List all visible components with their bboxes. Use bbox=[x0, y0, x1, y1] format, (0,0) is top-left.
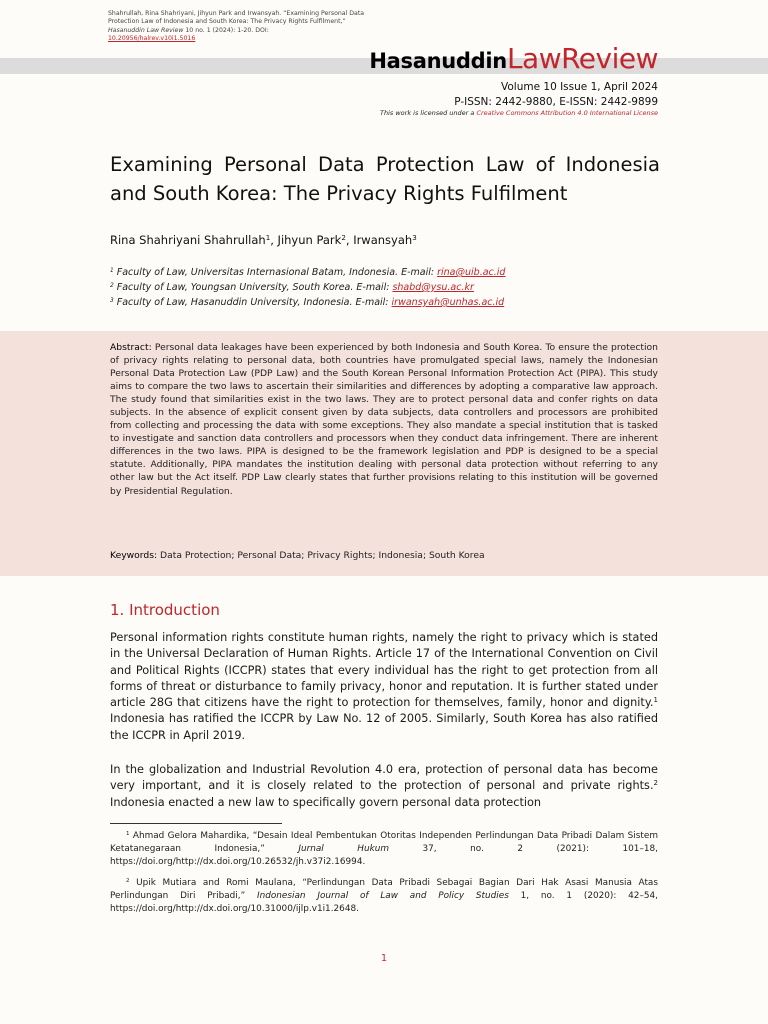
author-separator: , bbox=[345, 233, 354, 247]
volume-issue: Volume 10 Issue 1, April 2024 bbox=[501, 81, 658, 93]
article-title: Examining Personal Data Protection Law of Indonesia and South Korea: The Privacy Rights Fulfilment bbox=[110, 153, 660, 205]
journal-logo-light: LawReview bbox=[506, 42, 658, 75]
paragraph-text: Indonesia enacted a new law to specifically govern personal data protection bbox=[110, 795, 542, 809]
author-sup: 3 bbox=[412, 233, 417, 243]
author-sup: 2 bbox=[341, 233, 346, 243]
page-number: 1 bbox=[380, 953, 388, 964]
keywords-text: Data Protection; Personal Data; Privacy Rights; Indonesia; South Korea bbox=[157, 550, 485, 561]
paragraph-text: Indonesia has ratified the ICCPR by Law No. 12 of 2005. Similarly, South Korea has also ratified the ICCPR in April 2019. bbox=[110, 712, 658, 742]
journal-logo bbox=[369, 42, 658, 75]
affiliation-email-link[interactable]: irwansyah@unhas.ac.id bbox=[391, 297, 505, 308]
body-paragraph bbox=[110, 762, 658, 811]
footnote-ref[interactable]: 1 bbox=[653, 696, 658, 705]
footnote-journal: Jurnal Hukum bbox=[298, 844, 389, 855]
footnote-ref[interactable]: 2 bbox=[653, 779, 658, 788]
citation-details: 10 no. 1 (2024): 1-20. DOI: bbox=[183, 26, 269, 34]
footnote bbox=[110, 877, 658, 916]
citation-doi-link[interactable]: 10.20956/halrev.v10i1.5016 bbox=[108, 35, 196, 43]
affiliation-text: Faculty of Law, Universitas Internasional Batam, Indonesia. E-mail: bbox=[113, 267, 438, 278]
footnote-text: 1, no. 1 (2020): 42–54, https://doi.org/http://dx.doi.org/10.31000/ijlp.v1i1.2648. bbox=[110, 891, 659, 915]
abstract-text: Personal data leakages have been experienced by both Indonesia and South Korea. To ensure the protection of privacy rights relating to personal data, both countries have promulgated special laws, namely the Indonesian Personal Data Protection Law (PDP Law) and the South Korean Personal Information Protection Act (PIPA). This study aims to compare the two laws to ascertain their similarities and differences by adopting a comparative law approach. The study found that similarities exist in the two laws. They are to protect personal data and confer rights on data subjects. In the absence of explicit consent given by data subjects, data controllers and processors are prohibited from collecting and processing the data with some exceptions. They also mandate a special institution that is tasked to investigate and sanction data controllers and processors when they conduct data infringement. There are inherent differences in the two laws. PIPA is designed to be the framework legislation and PDP is designed to be a special statute. Additionally, PIPA mandates the institution dealing with personal data protection without referring to any other law but the Act itself. PDP Law clearly states that further provisions relating to this institution will be governed by Presidential Regulation. bbox=[110, 342, 658, 497]
license-note bbox=[380, 109, 658, 117]
footnote bbox=[110, 830, 658, 869]
author-name: Rina Shahriyani Shahrullah bbox=[110, 233, 266, 247]
paragraph-text: In the globalization and Industrial Revolution 4.0 era, protection of personal data has become very important, and it is closely related to the protection of personal and private rights. bbox=[110, 763, 658, 793]
affiliation-email-link[interactable]: rina@uib.ac.id bbox=[437, 267, 506, 278]
abstract-label: Abstract: bbox=[110, 342, 152, 353]
paragraph-text: Personal information rights constitute human rights, namely the right to privacy which is stated in the Universal Declaration of Human Rights. Article 17 of the International Convention on Civil and Political Rights (ICCPR) states that every individual has the right to get protection from all forms of threat or disturbance to family privacy, honor and reputation. It is further stated under article 28G that citizens have the right to protection for themselves, family, honor and dignity. bbox=[110, 631, 658, 710]
footnote-journal: Indonesian Journal of Law and Policy Studies bbox=[257, 891, 509, 902]
issn: P-ISSN: 2442-9880, E-ISSN: 2442-9899 bbox=[454, 95, 658, 108]
author-sup: 1 bbox=[265, 233, 271, 243]
citation-block bbox=[108, 10, 370, 44]
volume-info bbox=[454, 80, 658, 109]
affiliation-sup: 2 bbox=[110, 282, 114, 289]
affiliation-item bbox=[110, 280, 505, 295]
author-name: Jihyun Park bbox=[277, 233, 342, 247]
citation-journal: Hasanuddin Law Review bbox=[108, 26, 184, 34]
section-heading: 1. Introduction bbox=[110, 601, 220, 619]
journal-logo-bold: Hasanuddin bbox=[369, 49, 507, 73]
affiliation-text: Faculty of Law, Hasanuddin University, Indonesia. E-mail: bbox=[113, 297, 392, 308]
keywords bbox=[110, 550, 485, 561]
license-text: This work is licensed under a bbox=[380, 109, 477, 117]
author-name: Irwansyah bbox=[353, 233, 413, 247]
footnote-text: Upik Mutiara and Romi Maulana, “Perlindungan Data Pribadi Sebagai Bagian Dari Hak Asasi Manusia Atas Perlindungan Diri Pribadi,” bbox=[110, 878, 658, 902]
footnote-text: Ahmad Gelora Mahardika, “Desain Ideal Pembentukan Otoritas Independen Perlindungan Data Pribadi Dalam Sistem Ketatanegaraan Indonesia,” bbox=[110, 831, 658, 855]
footnote-divider bbox=[110, 823, 282, 824]
abstract bbox=[110, 341, 658, 498]
keywords-label: Keywords: bbox=[110, 550, 158, 561]
affiliation-item bbox=[110, 295, 505, 310]
author-separator: , bbox=[270, 233, 278, 247]
affiliation-email-link[interactable]: shabd@ysu.ac.kr bbox=[392, 282, 474, 293]
affiliation-text: Faculty of Law, Youngsan University, South Korea. E-mail: bbox=[113, 282, 393, 293]
affiliation-sup: 1 bbox=[110, 267, 114, 274]
body-paragraph bbox=[110, 630, 658, 744]
footnote-sup: 2 bbox=[126, 877, 130, 884]
affiliation-sup: 3 bbox=[110, 297, 114, 304]
author-list bbox=[110, 233, 417, 247]
footnote-sup: 1 bbox=[126, 830, 130, 837]
footnote-text: 37, no. 2 (2021): 101–18, https://doi.org/http://dx.doi.org/10.26532/jh.v37i2.16994. bbox=[110, 844, 658, 868]
affiliation-list bbox=[110, 265, 505, 310]
affiliation-item bbox=[110, 265, 505, 280]
citation-text: Shahrullah, Rina Shahriyani, Jihyun Park and Irwansyah. “Examining Personal Data Protection Law of Indonesia and South Korea: The Privacy Rights Fulfilment,” bbox=[108, 10, 365, 26]
license-link[interactable]: Creative Commons Attribution 4.0 International License bbox=[476, 109, 658, 117]
